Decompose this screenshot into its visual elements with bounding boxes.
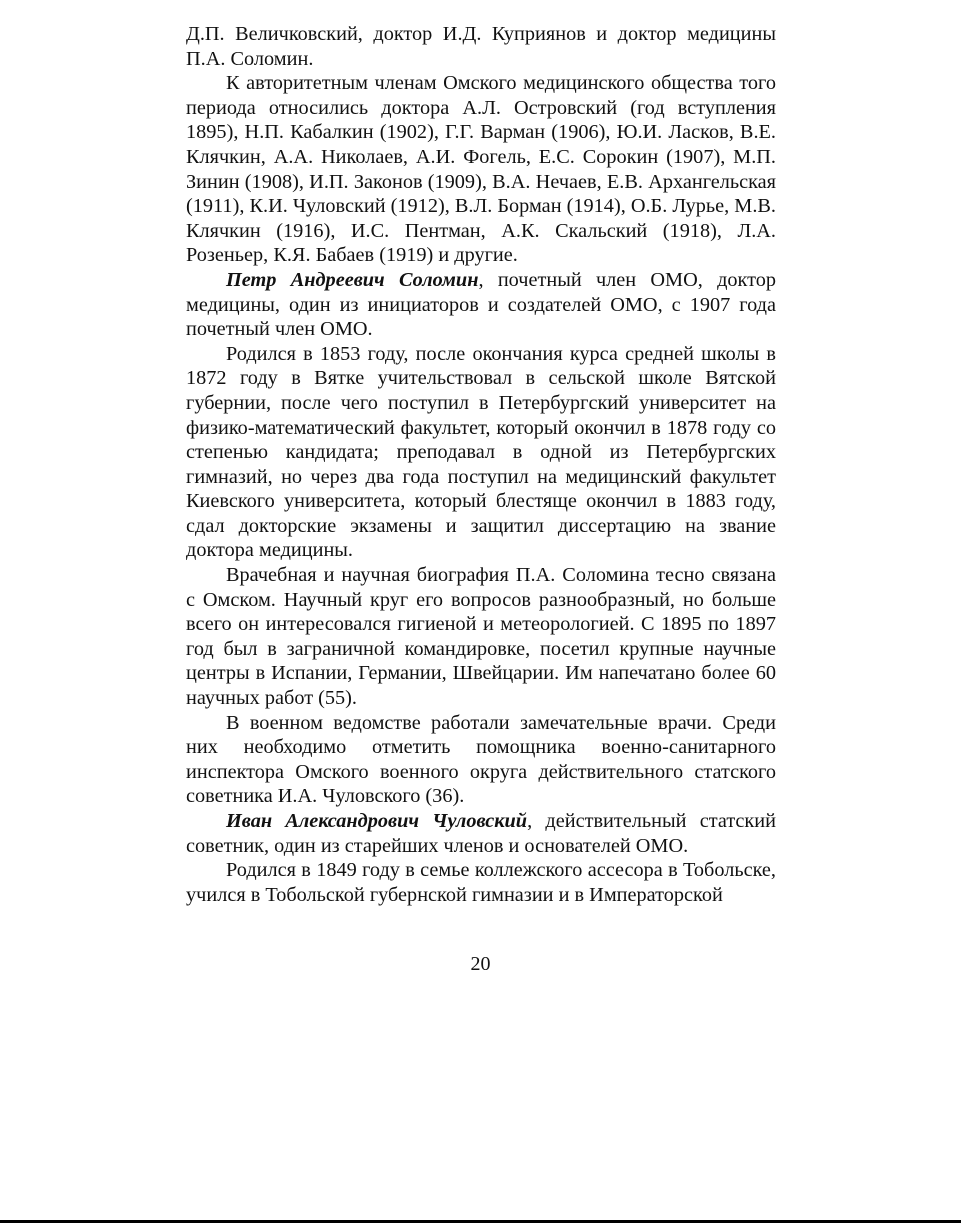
solomin-intro-text: , почетный член ОМО, доктор медицины, один из инициаторов и создателей ОМО, с 1907 года почетный член ОМО. bbox=[186, 268, 776, 341]
bottom-divider bbox=[0, 1220, 961, 1223]
paragraph-chulovsky-intro bbox=[186, 809, 776, 858]
paragraph-solomin-career: Врачебная и научная биография П.А. Соломина тесно связана с Омском. Научный круг его вопросов разнообразный, но больше всего он интересовался гигиеной и метеорологией. С 1895 по 1897 год был в заграничной командировке, посетил крупные научные центры в Испании, Германии, Швейцарии. Им напечатано более 60 научных работ (55). bbox=[186, 564, 776, 710]
paragraph-members: К авторитетным членам Омского медицинского общества того периода относились доктора А.Л. Островский (год вступления 1895), Н.П. Кабалкин (1902), Г.Г. Варман (1906), Ю.И. Ласков, В.Е. Клячкин, А.А. Николаев, А.И. Фогель, Е.С. Сорокин (1907), М.П. Зинин (1908), И.П. Законов (1909), В.А. Нечаев, Е.В. Архангельская (1911), К.И. Чуловский (1912), В.Л. Борман (1914), О.Б. Лурье, М.В. Клячкин (1916), И.С. Пентман, А.К. Скальский (1918), Л.А. Розеньер, К.Я. Бабаев (1919) и другие. bbox=[186, 72, 776, 267]
person-name-solomin: Петр Андреевич Соломин bbox=[226, 268, 479, 291]
paragraph-continuation: Д.П. Величковский, доктор И.Д. Куприянов и доктор медицины П.А. Соломин. bbox=[186, 23, 776, 70]
paragraph-military: В военном ведомстве работали замечательные врачи. Среди них необходимо отметить помощника военно-санитарного инспектора Омского военного округа действительного статского советника И.А. Чуловского (36). bbox=[186, 711, 776, 808]
paragraph-chulovsky-bio: Родился в 1849 году в семье коллежского ассесора в Тобольске, учился в Тобольской губернской гимназии и в Императорской bbox=[186, 859, 776, 906]
person-name-chulovsky: Иван Александрович Чуловский bbox=[226, 810, 528, 832]
paragraph-solomin-bio: Родился в 1853 году, после окончания курса средней школы в 1872 году в Вятке учительствовал в сельской школе Вятской губернии, после чего поступил в Петербургский университет на физико-математический факультет, который окончил в 1878 году со степенью кандидата; преподавал в одной из Петербургских гимназий, но через два года поступил на медицинский факультет Киевского университета, который блестяще окончил в 1883 году, сдал докторские экзамены и защитил диссертацию на звание доктора медицины. bbox=[186, 342, 776, 562]
paragraph-solomin-intro bbox=[186, 268, 776, 342]
page-body bbox=[186, 22, 776, 907]
page-number: 20 bbox=[470, 953, 491, 975]
chulovsky-intro-text: , действительный статский советник, один из старейших членов и основателей ОМО. bbox=[186, 810, 776, 857]
